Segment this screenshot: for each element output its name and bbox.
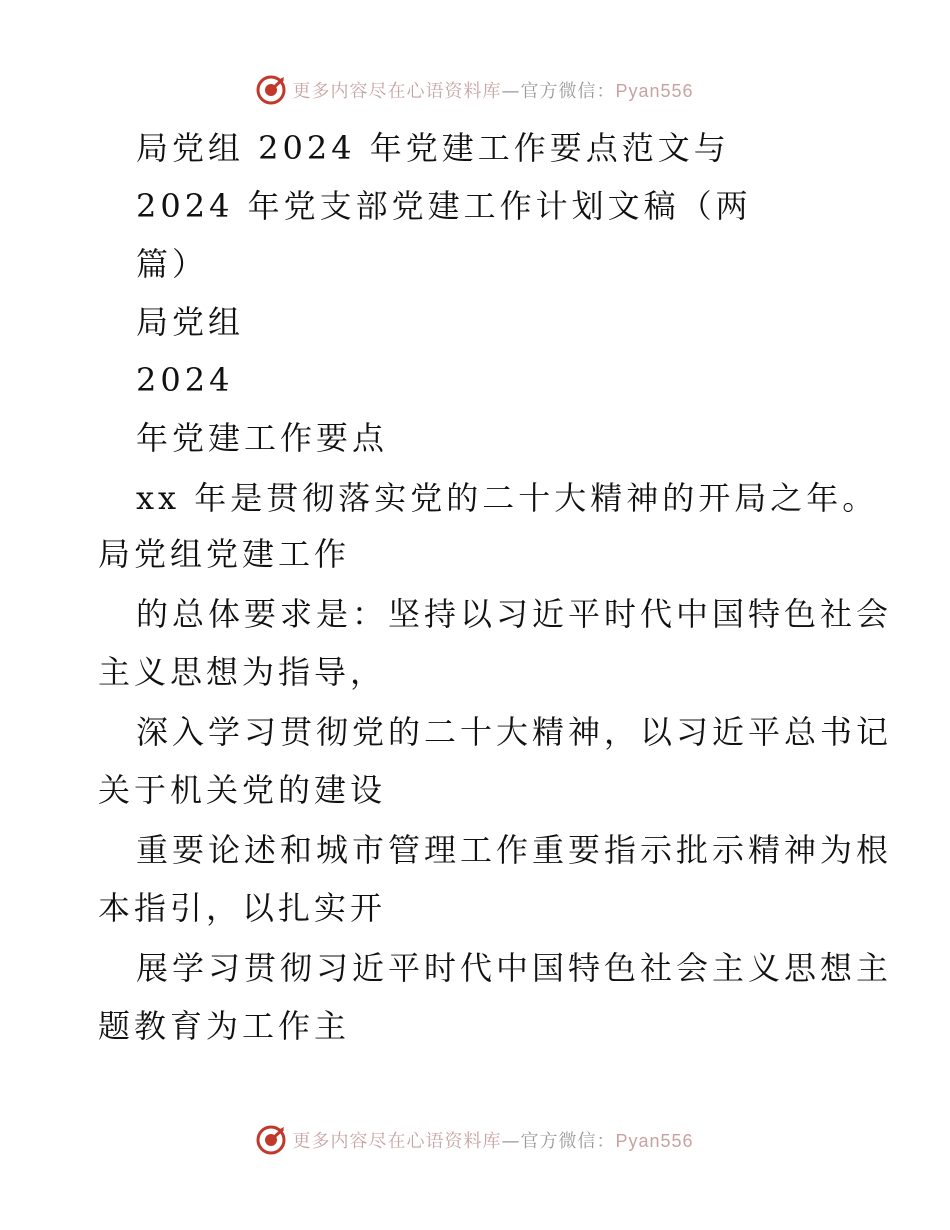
heading-line-1: 局党组: [136, 303, 245, 341]
header-watermark: [0, 70, 950, 110]
paragraph-line: 题教育为工作主: [98, 1007, 351, 1045]
watermark-main: 更多内容尽在心语资料库: [292, 81, 502, 102]
watermark-separator: —官方微信：: [501, 1131, 616, 1152]
heading-line-3: 年党建工作要点: [136, 419, 389, 457]
paragraph-line: 重要论述和城市管理工作重要指示批示精神为根: [136, 831, 893, 869]
paragraph-line: 主义思想为指导，: [98, 653, 387, 691]
title-line-1: 局党组 2024 年党建工作要点范文与: [136, 129, 730, 167]
title-line-3: 篇）: [136, 245, 209, 283]
paragraph-line: 局党组党建工作: [98, 535, 351, 573]
watermark-text: [292, 1127, 693, 1153]
title-line-2: 2024 年党支部党建工作计划文稿（两: [136, 187, 752, 225]
quill-pen-logo-icon: [256, 1125, 286, 1155]
paragraph-line: 的总体要求是：坚持以习近平时代中国特色社会: [136, 595, 893, 633]
watermark-id: Pyan556: [615, 1131, 694, 1151]
watermark-id: Pyan556: [615, 81, 694, 101]
paragraph-line: 关于机关党的建设: [98, 771, 387, 809]
paragraph-line: xx 年是贯彻落实党的二十大精神的开局之年。: [136, 479, 879, 517]
watermark-main: 更多内容尽在心语资料库: [292, 1131, 502, 1152]
quill-pen-logo-icon: [256, 75, 286, 105]
watermark-separator: —官方微信：: [501, 81, 616, 102]
paragraph-line: 深入学习贯彻党的二十大精神，以习近平总书记: [136, 713, 893, 751]
paragraph-line: 本指引，以扎实开: [98, 889, 387, 927]
paragraph-line: 展学习贯彻习近平时代中国特色社会主义思想主: [136, 949, 893, 987]
footer-watermark: [0, 1120, 950, 1160]
watermark-text: [292, 77, 693, 103]
heading-line-2: 2024: [136, 361, 234, 399]
